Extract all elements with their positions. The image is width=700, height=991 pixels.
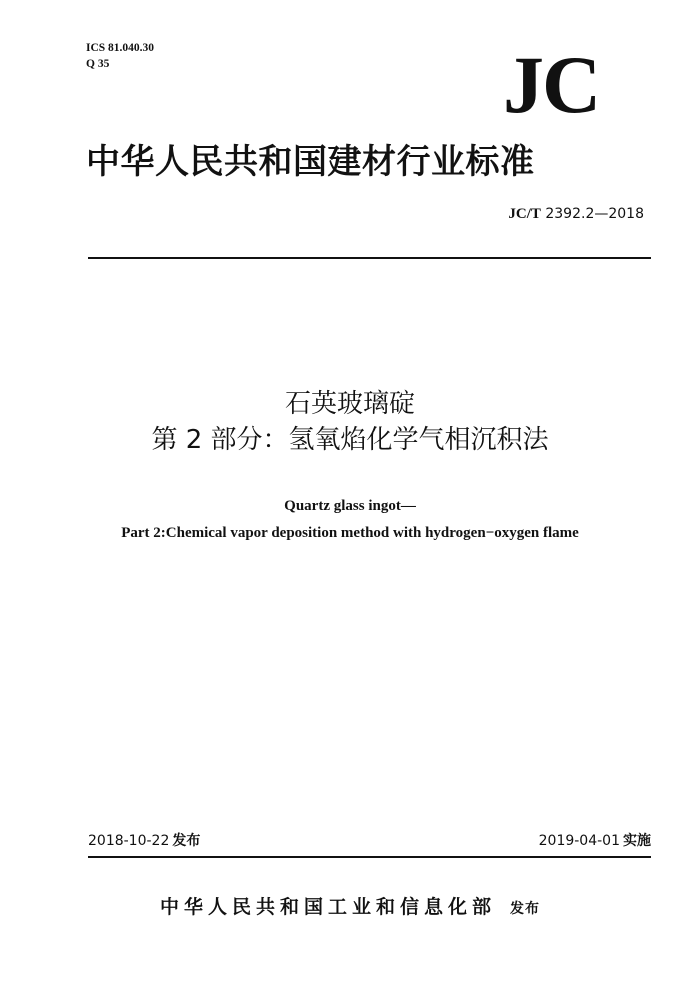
title-cn-line1: 石英玻璃碇 [284, 389, 415, 419]
top-divider [88, 257, 651, 259]
implementation-date-verb: 实施 [623, 833, 651, 849]
standard-category-title: 中华人民共和国建材行业标准 [86, 142, 535, 182]
implementation-date [539, 832, 651, 850]
implementation-date-value: 2019-04-01 [538, 833, 620, 849]
issue-date-value: 2018-10-22 [88, 833, 170, 849]
publisher-verb: 发布 [510, 901, 540, 917]
classification-codes [86, 40, 154, 72]
title-cn-line2: 第 2 部分：氢氧焰化学气相沉积法 [151, 425, 549, 455]
standard-number-value: 2392.2—2018 [540, 206, 644, 222]
ics-code: ICS 81.040.30 [86, 42, 155, 54]
jc-logo: JC [503, 39, 600, 130]
bottom-divider [88, 856, 651, 858]
publisher-name: 中华人民共和国工业和信息化部 [159, 896, 496, 918]
issue-date-verb: 发布 [172, 833, 201, 849]
standard-number [508, 205, 644, 223]
standard-number-prefix: JC/T [508, 206, 541, 222]
publisher [0, 892, 700, 919]
issue-date [88, 832, 200, 850]
ccs-code: Q 35 [86, 58, 110, 70]
title-en-line1: Quartz glass ingot— [284, 498, 416, 514]
title-en-line2: Part 2:Chemical vapor deposition method with hydrogen−oxygen flame [121, 525, 579, 541]
